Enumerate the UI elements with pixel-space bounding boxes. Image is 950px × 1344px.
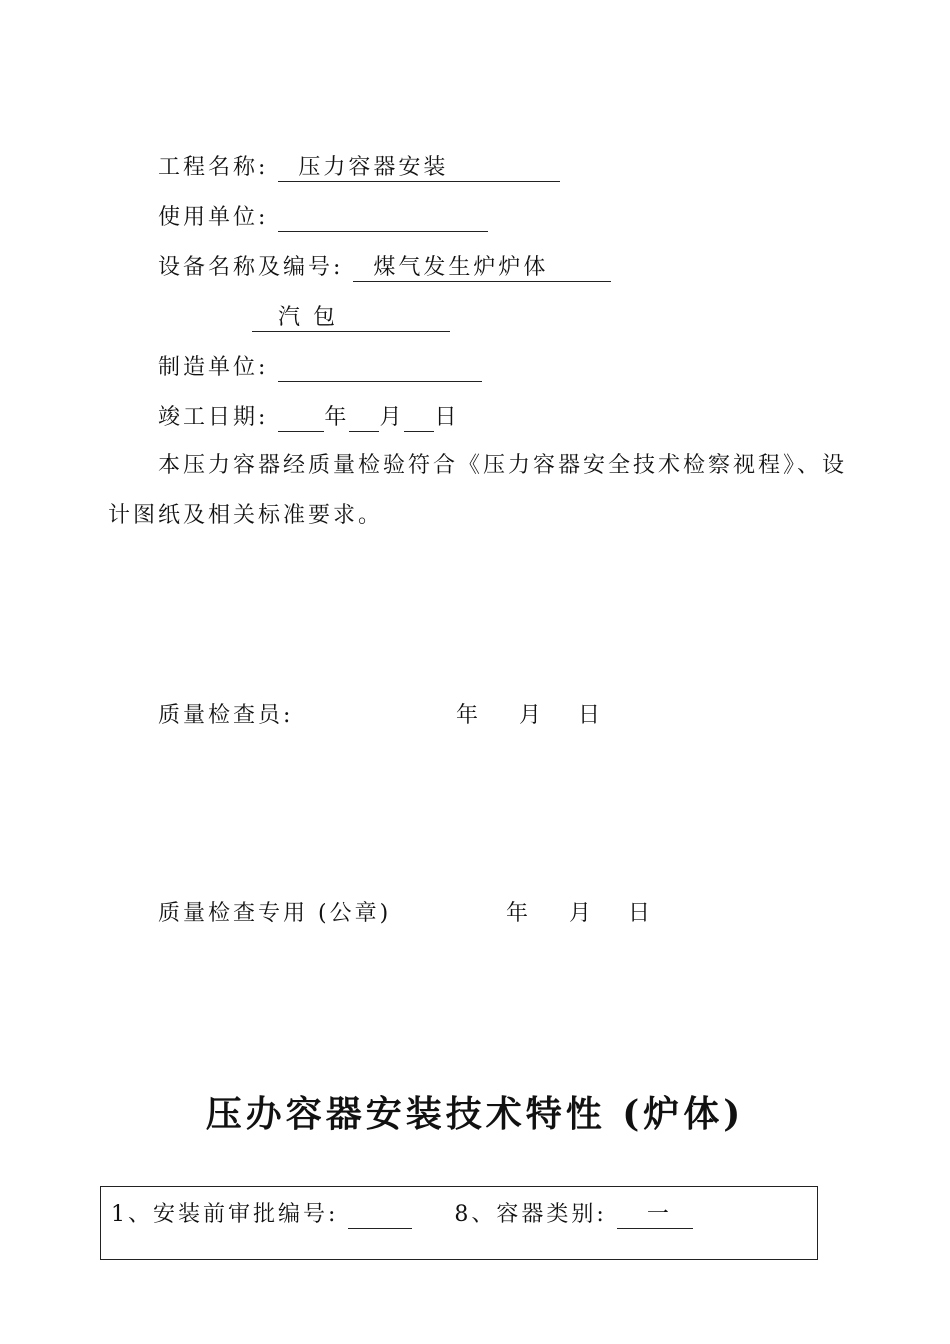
equipment-underline-2	[252, 307, 450, 332]
spec-section-title: 压办容器安装技术特性 (炉体)	[205, 1093, 745, 1135]
user-unit-label: 使用单位:	[158, 205, 269, 230]
equipment-underline-1	[353, 257, 611, 282]
completion-day: 日	[434, 405, 460, 430]
statement-line-2: 计图纸及相关标准要求。	[108, 503, 384, 528]
seal-date	[506, 900, 653, 928]
category-underline	[617, 1204, 693, 1229]
day-underline	[404, 407, 434, 432]
spec-row-1	[111, 1201, 693, 1229]
seal-label: 质量检查专用 (公章)	[158, 901, 392, 926]
equipment-label: 设备名称及编号:	[158, 255, 344, 280]
manufacturer-underline	[278, 357, 482, 382]
project-label: 工程名称:	[158, 155, 269, 180]
completion-label: 竣工日期:	[158, 405, 269, 430]
user-unit-underline	[278, 207, 488, 232]
equipment-row-2	[252, 304, 450, 332]
approval-label: 1、安装前审批编号:	[111, 1202, 339, 1227]
equipment-value-1: 煤气发生炉炉体	[373, 255, 549, 280]
manufacturer-row	[158, 354, 482, 382]
project-underline	[278, 157, 560, 182]
seal-year: 年	[506, 901, 532, 926]
completion-month: 月	[379, 405, 405, 430]
completion-year: 年	[324, 405, 350, 430]
seal-day: 日	[628, 901, 654, 926]
inspector-day: 日	[578, 703, 604, 728]
manufacturer-label: 制造单位:	[158, 355, 269, 380]
statement-line-1: 本压力容器经质量检验符合《压力容器安全技术检察视程》、设	[158, 453, 848, 478]
approval-underline	[348, 1204, 412, 1229]
spec-table	[100, 1186, 818, 1260]
project-value: 压力容器安装	[298, 155, 449, 180]
equipment-row	[158, 254, 611, 282]
inspector-label: 质量检查员:	[158, 703, 294, 728]
month-underline	[349, 407, 379, 432]
year-underline	[278, 407, 324, 432]
completion-row	[158, 404, 459, 432]
inspector-year: 年	[456, 703, 482, 728]
project-row	[158, 154, 560, 182]
category-label: 8、容器类别:	[454, 1202, 607, 1227]
inspector-date	[456, 702, 603, 730]
category-value: 一	[646, 1202, 672, 1227]
inspector-month: 月	[519, 703, 545, 728]
seal-month: 月	[569, 901, 595, 926]
equipment-value-2: 汽 包	[278, 305, 338, 330]
user-unit-row	[158, 204, 488, 232]
